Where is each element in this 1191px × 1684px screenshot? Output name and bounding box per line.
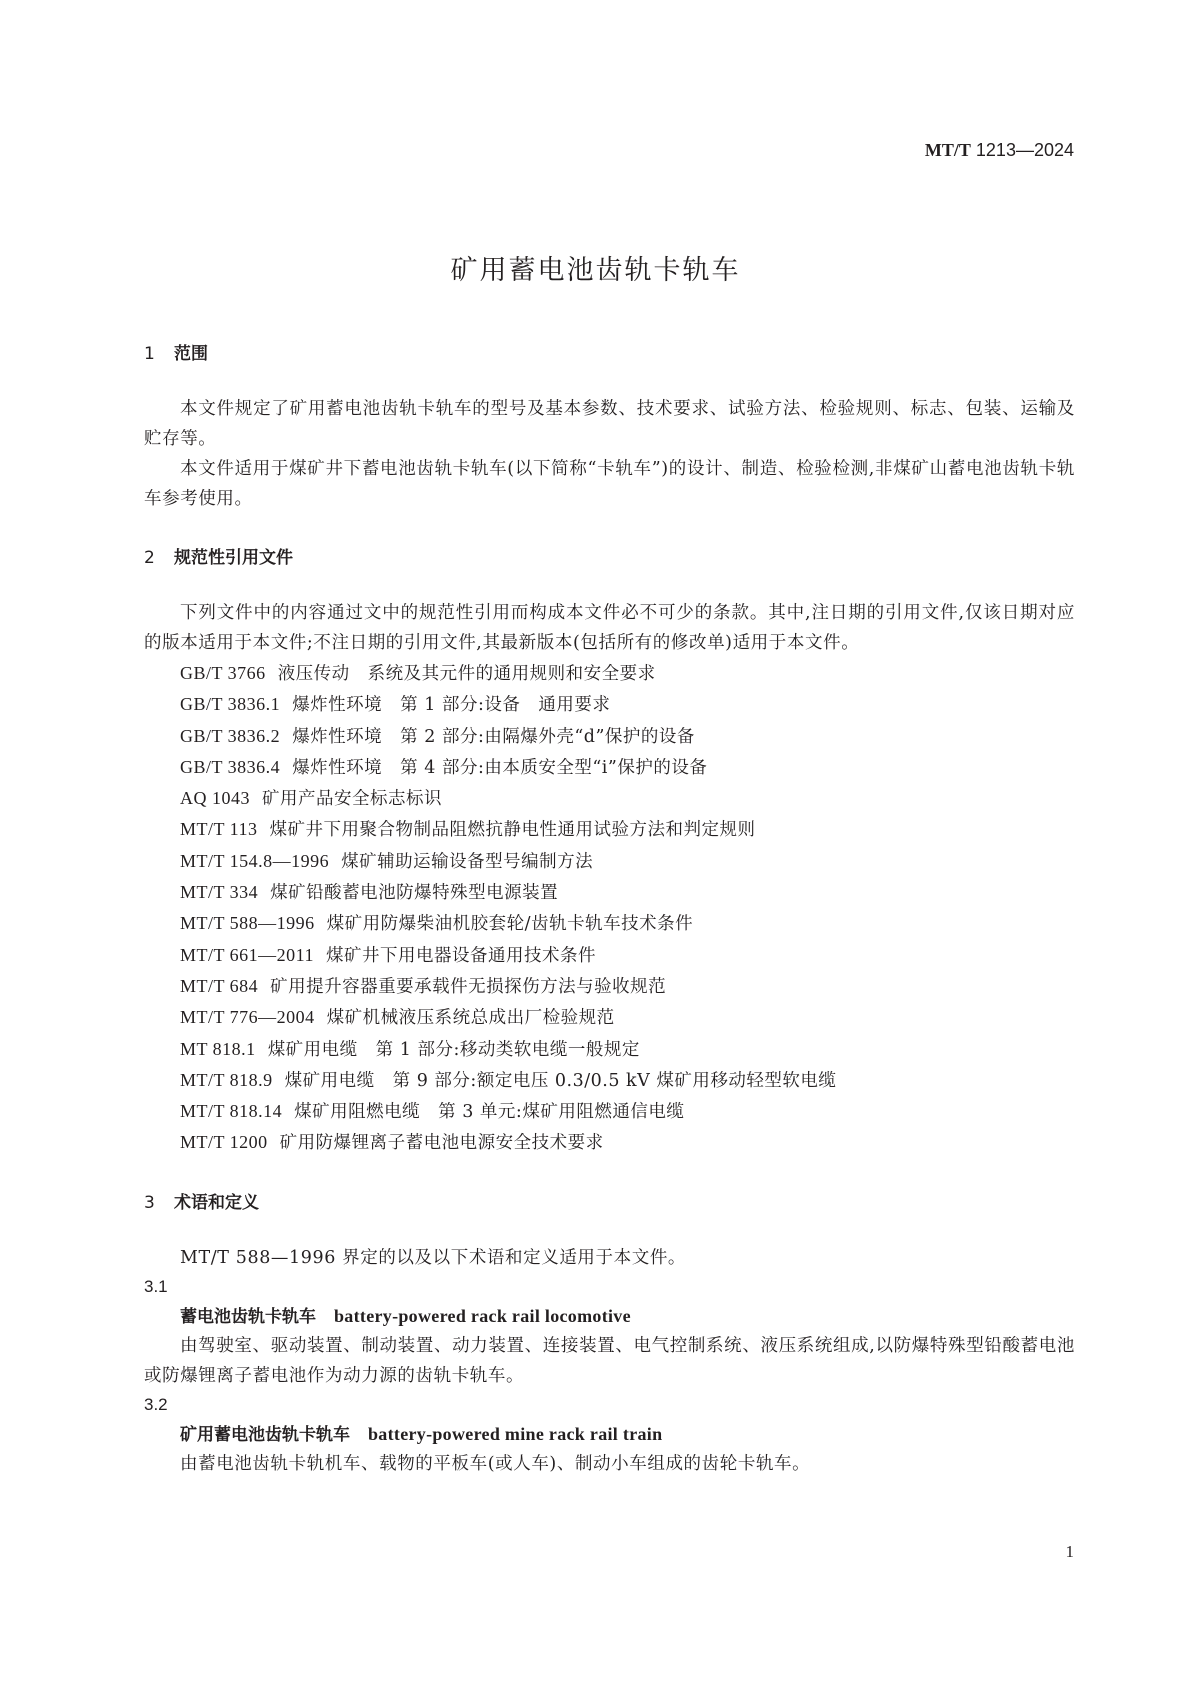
reference-item [144, 721, 1075, 752]
term-heading [144, 1301, 1075, 1331]
paragraph: MT/T 588—1996 界定的以及以下术语和定义适用于本文件。 [180, 1247, 687, 1268]
document-title: 矿用蓄电池齿轨卡轨车 [450, 255, 741, 286]
reference-item [144, 877, 1075, 908]
reference-title: 矿用产品安全标志标识 [262, 789, 442, 810]
section-heading [144, 340, 1075, 368]
reference-item [144, 658, 1075, 689]
term-number: 3.2 [144, 1394, 168, 1414]
reference-title: 煤矿井下用聚合物制品阻燃抗静电性通用试验方法和判定规则 [269, 820, 756, 841]
reference-title: 矿用防爆锂离子蓄电池电源安全技术要求 [279, 1133, 604, 1154]
term-definition: 由驾驶室、驱动装置、制动装置、动力装置、连接装置、电气控制系统、液压系统组成,以防爆特殊型铅酸蓄电池或防爆锂离子蓄电池作为动力源的齿轨卡轨车。 [144, 1335, 1075, 1386]
reference-list [144, 658, 1075, 1159]
term-cn: 矿用蓄电池齿轨卡轨车 [180, 1424, 350, 1445]
reference-title: 煤矿用电缆 第 1 部分:移动类软电缆一般规定 [267, 1039, 640, 1060]
reference-code: MT/T 684 [180, 975, 259, 996]
reference-item [144, 846, 1075, 877]
reference-item [144, 1002, 1075, 1033]
reference-title: 煤矿井下用电器设备通用技术条件 [326, 945, 597, 966]
reference-title: 煤矿机械液压系统总成出厂检验规范 [326, 1008, 615, 1029]
reference-code: MT 818.1 [180, 1038, 256, 1059]
term-en: battery-powered mine rack rail train [368, 1423, 663, 1444]
reference-item [144, 1065, 1075, 1096]
reference-title: 煤矿用防爆柴油机胶套轮/齿轨卡轨车技术条件 [326, 914, 694, 935]
reference-title: 爆炸性环境 第 2 部分:由隔爆外壳“d”保护的设备 [292, 726, 695, 747]
reference-code: MT/T 1200 [180, 1132, 268, 1153]
reference-code: GB/T 3836.1 [180, 694, 281, 715]
reference-code: MT/T 776—2004 [180, 1007, 315, 1028]
term-definition: 由蓄电池齿轨卡轨机车、载物的平板车(或人车)、制动小车组成的齿轮卡轨车。 [180, 1453, 811, 1474]
section-heading [144, 1189, 1075, 1217]
reference-title: 煤矿用阻燃电缆 第 3 单元:煤矿用阻燃通信电缆 [294, 1102, 685, 1123]
reference-title: 爆炸性环境 第 1 部分:设备 通用要求 [292, 695, 611, 716]
standard-number: 1213—2024 [975, 140, 1074, 160]
reference-title: 液压传动 系统及其元件的通用规则和安全要求 [277, 664, 656, 684]
paragraph: 下列文件中的内容通过文中的规范性引用而构成本文件必不可少的条款。其中,注日期的引用文件,仅该日期对应的版本适用于本文件;不注日期的引用文件,其最新版本(包括所有的修改单)适用于本文件。 [144, 603, 1075, 653]
reference-item [144, 689, 1075, 720]
reference-code: MT/T 588—1996 [180, 913, 315, 934]
reference-item [144, 971, 1075, 1002]
reference-code: MT/T 154.8—1996 [180, 850, 330, 871]
section-title: 规范性引用文件 [174, 548, 293, 568]
document-body [144, 340, 1075, 1479]
term-heading [144, 1419, 1075, 1449]
section-title: 术语和定义 [174, 1192, 259, 1213]
reference-title: 矿用提升容器重要承载件无损探伤方法与验收规范 [270, 976, 667, 997]
reference-item [144, 1127, 1075, 1158]
paragraph: 本文件适用于煤矿井下蓄电池齿轨卡轨车(以下简称“卡轨车”)的设计、制造、检验检测,非煤矿山蓄电池齿轨卡轨车参考使用。 [144, 459, 1075, 509]
reference-code: AQ 1043 [180, 788, 250, 809]
section-heading [144, 544, 1075, 572]
term-number: 3.1 [144, 1276, 168, 1296]
reference-code: MT/T 818.9 [180, 1069, 273, 1090]
reference-item [144, 1034, 1075, 1065]
paragraph: 本文件规定了矿用蓄电池齿轨卡轨车的型号及基本参数、技术要求、试验方法、检验规则、标志、包装、运输及贮存等。 [144, 399, 1075, 449]
section-number: 3 [144, 1192, 155, 1213]
reference-title: 煤矿辅助运输设备型号编制方法 [341, 851, 594, 872]
section-number: 2 [144, 548, 155, 568]
reference-code: MT/T 818.14 [180, 1101, 283, 1122]
section-title: 范围 [174, 344, 208, 364]
reference-item [144, 940, 1075, 971]
reference-title: 爆炸性环境 第 4 部分:由本质安全型“i”保护的设备 [292, 757, 708, 778]
standard-code [925, 140, 1074, 161]
reference-code: GB/T 3836.2 [180, 725, 281, 746]
reference-code: MT/T 113 [180, 819, 258, 840]
term-entry [144, 1391, 1075, 1479]
term-entry [144, 1273, 1075, 1391]
reference-title: 煤矿铅酸蓄电池防爆特殊型电源装置 [270, 883, 559, 904]
standard-prefix: MT/T [924, 140, 971, 160]
term-cn: 蓄电池齿轨卡轨车 [180, 1306, 316, 1327]
reference-code: MT/T 334 [180, 882, 259, 903]
reference-code: GB/T 3836.4 [180, 756, 281, 777]
reference-title: 煤矿用电缆 第 9 部分:额定电压 0.3/0.5 kV 煤矿用移动轻型软电缆 [284, 1070, 837, 1091]
term-en: battery-powered rack rail locomotive [334, 1305, 631, 1326]
reference-item [144, 1096, 1075, 1127]
reference-item [144, 752, 1075, 783]
reference-code: GB/T 3766 [180, 663, 266, 683]
page-number: 1 [1065, 1542, 1074, 1561]
reference-item [144, 783, 1075, 814]
reference-code: MT/T 661—2011 [180, 944, 315, 965]
section-number: 1 [144, 344, 155, 364]
reference-item [144, 814, 1075, 845]
reference-item [144, 908, 1075, 939]
